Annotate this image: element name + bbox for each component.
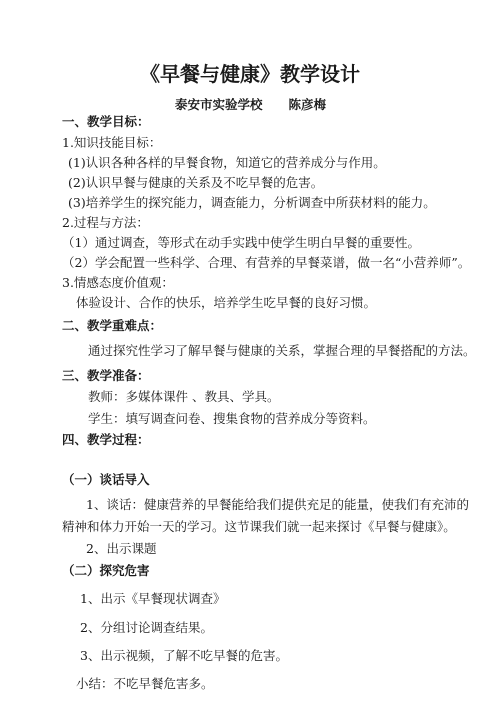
document-title: 《早餐与健康》教学设计 bbox=[140, 62, 360, 86]
process-step1-line2: 精神和体力开始一天的学习。这节课我们就一起来探讨《早餐与健康》。 bbox=[62, 519, 456, 534]
objective-part3-title: 3.情感态度价值观： bbox=[62, 275, 174, 290]
section-heading-key-points: 二、教学重难点： bbox=[62, 318, 163, 333]
process-step2-item-3: 3、出示视频，了解不吃早餐的危害。 bbox=[80, 648, 288, 663]
objective-part1-title: 1.知识技能目标： bbox=[62, 135, 162, 150]
objective-part2-item-1: （1）通过调查，等形式在动手实践中使学生明白早餐的重要性。 bbox=[62, 235, 420, 250]
section-heading-objectives: 一、教学目标： bbox=[62, 114, 150, 129]
section-heading-process: 四、教学过程： bbox=[62, 432, 150, 447]
objective-part1-item-3: (3)培养学生的探究能力，调查能力，分析调查中所获材料的能力。 bbox=[68, 195, 436, 210]
author-name: 陈彦梅 bbox=[288, 97, 327, 112]
preparation-student: 学生：填写调查问卷、搜集食物的营养成分等资料。 bbox=[88, 411, 376, 426]
process-step2-title: （二）探究危害 bbox=[62, 563, 150, 578]
process-step1-line1: 1、谈话：健康营养的早餐能给我们提供充足的能量，使我们有充沛的 bbox=[86, 497, 469, 512]
key-points-text: 通过探究性学习了解早餐与健康的关系，掌握合理的早餐搭配的方法。 bbox=[88, 343, 476, 358]
objective-part2-title: 2.过程与方法： bbox=[62, 215, 149, 230]
process-step1-item2: 2、出示课题 bbox=[86, 541, 157, 556]
school-name: 泰安市实验学校 bbox=[175, 97, 263, 112]
objective-part1-item-1: (1)认识各种各样的早餐食物，知道它的营养成分与作用。 bbox=[68, 155, 386, 170]
objective-part1-item-2: (2)认识早餐与健康的关系及不吃早餐的危害。 bbox=[68, 175, 324, 190]
process-step2-item-1: 1、出示《早餐现状调查》 bbox=[80, 591, 226, 606]
document-byline bbox=[175, 97, 326, 113]
process-step2-item-2: 2、分组讨论调查结果。 bbox=[80, 620, 213, 635]
process-step1-title: （一）谈话导入 bbox=[62, 472, 150, 487]
preparation-teacher: 教师：多媒体课件 、教具、学具。 bbox=[88, 389, 280, 404]
process-step2-summary: 小结：不吃早餐危害多。 bbox=[76, 676, 214, 691]
objective-part2-item-2: （2）学会配置一些科学、合理、有营养的早餐菜谱，做一名“小营养师”。 bbox=[62, 255, 471, 270]
objective-part3-text: 体验设计、合作的快乐，培养学生吃早餐的良好习惯。 bbox=[76, 295, 377, 310]
section-heading-preparation: 三、教学准备： bbox=[62, 368, 150, 383]
